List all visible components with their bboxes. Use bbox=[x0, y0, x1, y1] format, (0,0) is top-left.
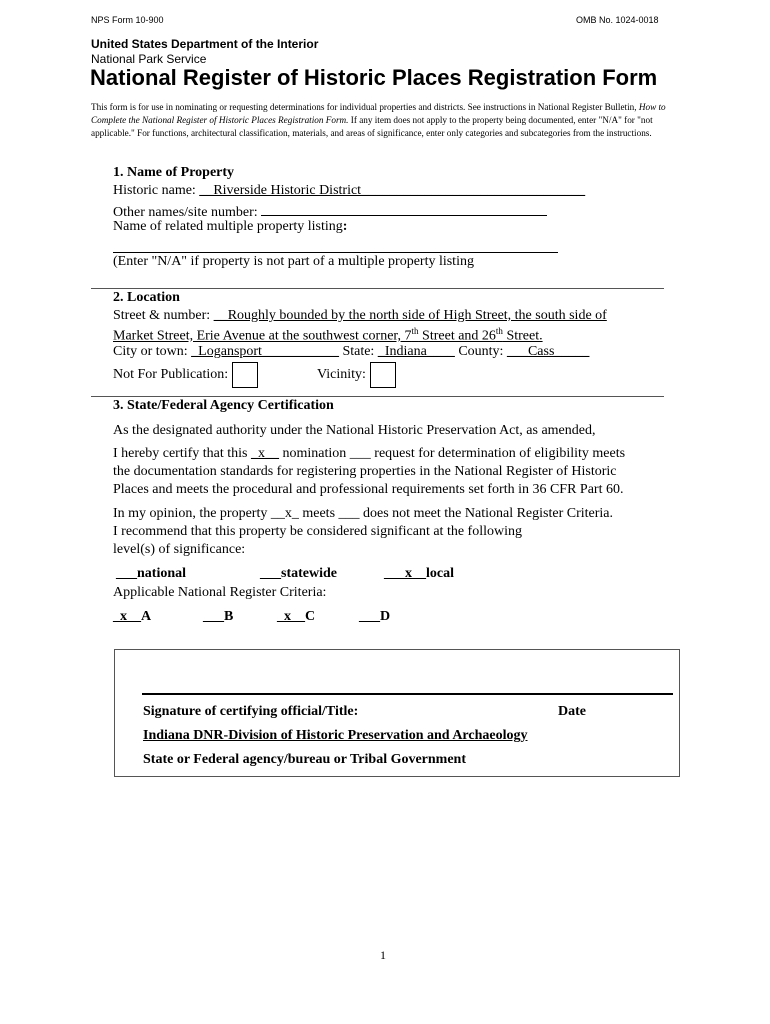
level-statewide[interactable] bbox=[260, 566, 337, 582]
intro-italic-title: How to Complete the National Register of Historic Places Registration Form. bbox=[91, 102, 666, 125]
street-field-line1[interactable]: __Roughly bounded by the north side of High Street, the south side of bbox=[213, 308, 607, 323]
intro-text-1: This form is for use in nominating or requesting determinations for individual properties and districts. See instructions in National Register Bulletin, bbox=[91, 102, 637, 112]
criteria-a-mark: _x__ bbox=[113, 609, 141, 624]
street-text-a: Market Street, Erie Avenue at the southwest corner, 7 bbox=[113, 328, 412, 344]
certify-line-2: the documentation standards for registering properties in the National Register of Historic bbox=[113, 464, 617, 479]
service-name: National Park Service bbox=[91, 52, 207, 66]
other-names-row bbox=[113, 201, 547, 221]
intro-text-2: If any item does not apply to the property being documented, enter "N/A" for "not applicable." For functions, architectural classification, materials, and areas of significance, enter only categories and subcategories from the instructions. bbox=[91, 115, 653, 138]
criteria-c-label: C bbox=[305, 609, 316, 624]
criteria-c[interactable] bbox=[277, 609, 315, 625]
state-field[interactable]: _Indiana____ bbox=[377, 344, 455, 359]
street-sup-1: th bbox=[411, 326, 419, 336]
department-name: United States Department of the Interior bbox=[91, 37, 319, 51]
criteria-label: Applicable National Register Criteria: bbox=[113, 585, 327, 600]
omb-number: OMB No. 1024-0018 bbox=[576, 15, 659, 25]
street-text-b: Street and 26 bbox=[418, 328, 496, 344]
certify-line-1 bbox=[113, 446, 625, 462]
other-names-label: Other names/site number: bbox=[113, 205, 258, 220]
related-listing-note: (Enter "N/A" if property is not part of a multiple property listing bbox=[113, 254, 474, 269]
certify-text-b: nomination ___ request for determination of eligibility meets bbox=[279, 446, 626, 461]
historic-name-field[interactable]: __Riverside Historic District________________________________ bbox=[199, 183, 586, 198]
not-for-publication-checkbox[interactable] bbox=[232, 362, 258, 388]
street-label: Street & number: bbox=[113, 308, 211, 323]
agency-type-label: State or Federal agency/bureau or Tribal Government bbox=[143, 752, 467, 767]
related-listing-label: Name of related multiple property listing bbox=[113, 219, 343, 234]
page-title: National Register of Historic Places Registration Form bbox=[90, 65, 658, 90]
opinion-line-1: In my opinion, the property __x_ meets ___ does not meet the National Register Criteria. bbox=[113, 506, 614, 521]
criteria-c-mark: _x__ bbox=[277, 609, 305, 624]
level-national-label: national bbox=[137, 566, 187, 581]
level-national-mark: ___ bbox=[116, 566, 137, 581]
section2-heading: 2. Location bbox=[113, 290, 180, 305]
criteria-a-label: A bbox=[141, 609, 152, 624]
city-label: City or town: bbox=[113, 344, 188, 359]
section3-heading: 3. State/Federal Agency Certification bbox=[113, 398, 334, 413]
county-label: County: bbox=[458, 344, 504, 359]
street-field-line2[interactable] bbox=[113, 326, 543, 345]
level-local-mark: ___x__ bbox=[384, 566, 426, 581]
intro-paragraph bbox=[91, 101, 685, 140]
criteria-d-label: D bbox=[380, 609, 391, 624]
related-listing-field[interactable] bbox=[113, 252, 558, 253]
criteria-d[interactable] bbox=[359, 609, 390, 625]
criteria-b-mark: ___ bbox=[203, 609, 224, 624]
nomination-mark[interactable]: _x__ bbox=[251, 446, 280, 461]
state-label: State: bbox=[342, 344, 375, 359]
level-statewide-label: statewide bbox=[281, 566, 337, 581]
not-for-publication-label: Not For Publication: bbox=[113, 367, 229, 383]
street-row-1 bbox=[113, 308, 607, 324]
street-text-c: Street. bbox=[502, 328, 543, 344]
opinion-line-3: level(s) of significance: bbox=[113, 542, 246, 557]
certifying-agency-name: Indiana DNR-Division of Historic Preservation and Archaeology bbox=[143, 728, 528, 743]
county-field[interactable]: ___Cass_____ bbox=[506, 344, 590, 359]
criteria-d-mark: ___ bbox=[359, 609, 380, 624]
level-statewide-mark: ___ bbox=[260, 566, 281, 581]
criteria-b-label: B bbox=[224, 609, 234, 624]
vicinity-label: Vicinity: bbox=[317, 367, 366, 383]
authority-text: As the designated authority under the National Historic Preservation Act, as amended, bbox=[113, 423, 596, 438]
date-label: Date bbox=[558, 704, 586, 719]
level-local-label: local bbox=[426, 566, 454, 581]
related-listing-colon: : bbox=[342, 219, 348, 234]
signature-line[interactable] bbox=[142, 693, 673, 695]
related-listing-row bbox=[113, 219, 347, 235]
criteria-a[interactable] bbox=[113, 609, 151, 625]
criteria-b[interactable] bbox=[203, 609, 233, 625]
historic-name-row bbox=[113, 183, 585, 199]
city-field[interactable]: _Logansport___________ bbox=[191, 344, 339, 359]
opinion-line-2: I recommend that this property be considered significant at the following bbox=[113, 524, 522, 539]
historic-name-label: Historic name: bbox=[113, 183, 196, 198]
vicinity-row bbox=[317, 362, 396, 388]
page-number: 1 bbox=[380, 948, 386, 962]
certify-line-3: Places and meets the procedural and professional requirements set forth in 36 CFR Part 60. bbox=[113, 482, 624, 497]
level-national[interactable] bbox=[116, 566, 186, 582]
signature-label: Signature of certifying official/Title: bbox=[143, 704, 359, 719]
vicinity-checkbox[interactable] bbox=[370, 362, 396, 388]
section1-heading: 1. Name of Property bbox=[113, 165, 235, 180]
street-sup-2: th bbox=[495, 326, 503, 336]
certify-text-a: I hereby certify that this bbox=[113, 446, 252, 461]
city-state-county-row bbox=[113, 344, 589, 360]
section-divider bbox=[91, 396, 664, 397]
level-local[interactable] bbox=[384, 566, 454, 582]
other-names-field[interactable] bbox=[261, 201, 547, 216]
publication-row bbox=[113, 362, 258, 388]
form-number: NPS Form 10-900 bbox=[91, 15, 164, 25]
section-divider bbox=[91, 288, 664, 289]
